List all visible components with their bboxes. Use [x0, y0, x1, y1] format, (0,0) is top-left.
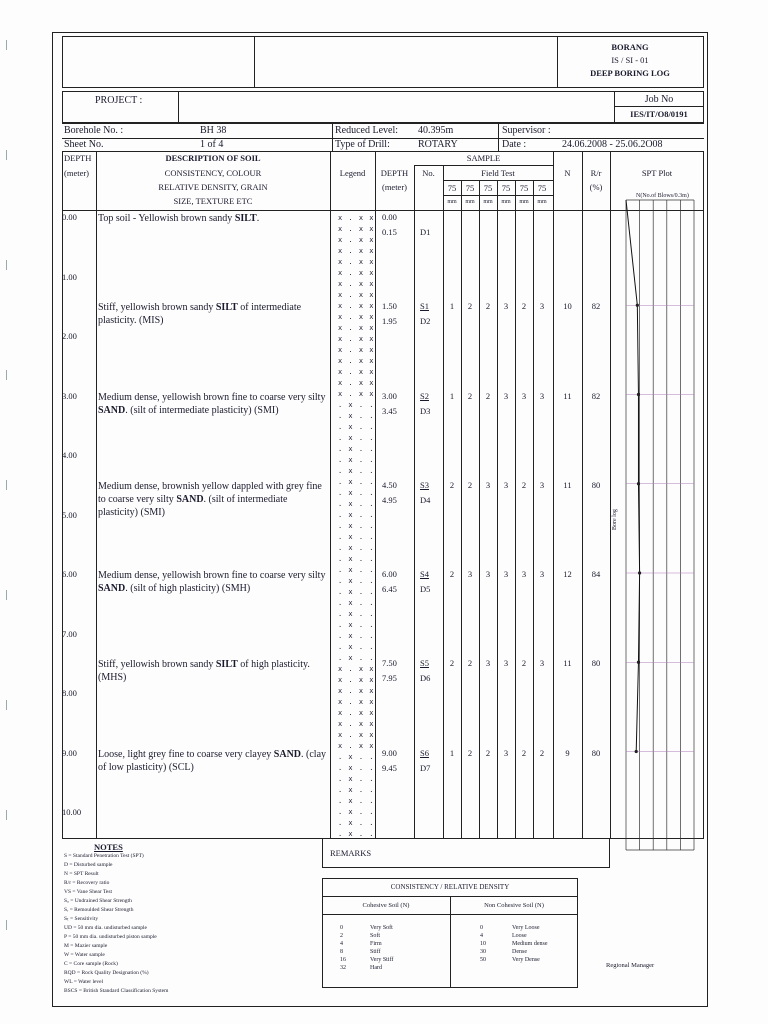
form-title: BORANG — [611, 42, 649, 52]
legend-pattern: x . x x — [338, 269, 375, 277]
note-item: C = Core sample (Rock) — [64, 961, 118, 967]
legend-pattern: . x . . — [338, 819, 375, 827]
legend-pattern: x . x x — [338, 214, 375, 222]
soil-description: Stiff, yellowish brown sandy SILT of intermediate plasticity. (MIS) — [98, 302, 302, 327]
note-item: VS = Vane Shear Test — [64, 889, 113, 895]
field-blow-count: 2 — [485, 390, 491, 401]
note-item: S = Standard Penetration Test (SPT) — [64, 853, 144, 859]
n-value: 11 — [563, 658, 572, 669]
date-range: 24.06.2008 - 25.06.2O08 — [562, 139, 663, 150]
cohesive-term: Very Stiff — [370, 957, 394, 963]
field-blow-count: 3 — [521, 390, 527, 401]
sample-depth-bottom: 1.95 — [382, 316, 397, 327]
sample-depth-bottom: 6.45 — [382, 584, 397, 594]
sample-depth-top: 7.50 — [382, 658, 397, 669]
cohesive-value: 16 — [340, 957, 346, 963]
field-blow-header: 75 — [537, 183, 547, 193]
note-item: Sₜ = Sensitivity — [64, 916, 99, 922]
noncohesive-value: 0 — [480, 925, 483, 931]
legend-pattern: x . x x — [338, 709, 375, 717]
legend-pattern: . x . . — [338, 808, 375, 816]
noncohesive-term: Loose — [512, 933, 527, 939]
note-item: UD = 50 mm dia. undisturbed sample — [64, 925, 147, 931]
sheet-no-label: Sheet No. — [64, 139, 104, 150]
spt-side-label: Bore log — [612, 509, 618, 530]
field-blow-count: 2 — [521, 479, 527, 490]
depth-marker: 7.00 — [62, 628, 77, 639]
depth-marker: 6.00 — [62, 569, 77, 579]
depth-header: DEPTH — [64, 153, 92, 163]
legend-pattern: . x . . — [338, 533, 375, 541]
depth-marker: 8.00 — [62, 688, 77, 698]
legend-pattern: . x . . — [338, 401, 375, 409]
rr-unit: (%) — [589, 182, 603, 192]
sample-number: S6 — [420, 747, 429, 758]
sample-number: D1 — [420, 227, 431, 237]
field-blow-count: 2 — [467, 479, 473, 490]
soil-description: Medium dense, brownish yellow dappled with grey fine to coarse very silty SAND. (silt of intermediate plasticity) (SMI) — [98, 480, 322, 518]
depth-marker: 0.00 — [62, 212, 77, 222]
legend-pattern: . x . . — [338, 555, 375, 563]
sample-depth-top: 6.00 — [382, 569, 397, 579]
field-blow-count: 2 — [449, 479, 455, 490]
note-item: W = Water sample — [64, 952, 105, 958]
cohesive-term: Hard — [370, 965, 382, 971]
field-blow-count: 3 — [503, 658, 509, 669]
sample-depth-top: 3.00 — [382, 390, 397, 401]
legend-pattern: x . x x — [338, 742, 375, 750]
n-header: N — [564, 168, 571, 178]
field-blow-count: 3 — [485, 658, 491, 669]
legend-pattern: . x . . — [338, 456, 375, 464]
rr-value: 80 — [591, 747, 601, 758]
sample-number: S4 — [420, 569, 429, 579]
note-item: Sᵣ = Remoulded Shear Strength — [64, 907, 134, 913]
note-item: R/r = Recovery ratio — [64, 880, 110, 886]
legend-pattern: . x . . — [338, 621, 375, 629]
field-blow-count: 3 — [539, 390, 545, 401]
cohesive-term: Soft — [370, 933, 381, 939]
note-item: Sᵤ = Undrained Shear Strength — [64, 898, 132, 904]
reduced-level-value: 40.395m — [418, 125, 454, 136]
sample-number-2: D7 — [420, 762, 431, 773]
field-blow-count: 3 — [539, 569, 545, 579]
note-item: N = SPT Result — [64, 871, 99, 877]
sample-depth-bottom: 4.95 — [382, 494, 397, 505]
legend-pattern: . x . . — [338, 643, 375, 651]
legend-pattern: x . x x — [338, 346, 375, 354]
project-block — [62, 91, 704, 123]
field-unit-header: mm — [519, 199, 529, 205]
borehole-label: Borehole No. : — [64, 125, 124, 136]
sample-header: SAMPLE — [466, 153, 501, 163]
noncohesive-term: Very Dense — [512, 957, 540, 963]
legend-pattern: . x . . — [338, 775, 375, 783]
depth-marker: 9.00 — [62, 747, 77, 758]
field-blow-count: 3 — [503, 301, 509, 312]
field-blow-count: 2 — [485, 747, 491, 758]
depth-marker: 2.00 — [62, 331, 77, 341]
sample-number-2: D5 — [420, 584, 431, 594]
field-blow-count: 2 — [521, 747, 527, 758]
note-item: WL = Water level — [64, 979, 104, 985]
legend-pattern: . x . . — [338, 544, 375, 552]
project-label: PROJECT : — [95, 95, 143, 106]
field-unit-header: mm — [537, 199, 547, 205]
field-unit-header: mm — [447, 199, 457, 205]
legend-pattern: x . x x — [338, 379, 375, 387]
field-blow-header: 75 — [519, 183, 529, 193]
field-test-header: Field Test — [481, 168, 515, 178]
field-blow-count: 2 — [467, 390, 473, 401]
legend-pattern: . x . . — [338, 830, 375, 838]
field-blow-count: 3 — [485, 569, 491, 579]
legend-pattern: x . x x — [338, 720, 375, 728]
sample-depth-header: DEPTH — [380, 168, 409, 178]
sample-depth-top: 9.00 — [382, 747, 397, 758]
legend-pattern: x . x x — [338, 280, 375, 288]
legend-pattern: . x . . — [338, 511, 375, 519]
field-blow-count: 3 — [539, 658, 545, 669]
sample-no-header: No. — [422, 168, 435, 178]
field-blow-count: 2 — [539, 747, 545, 758]
field-blow-header: 75 — [447, 183, 457, 193]
legend-pattern: . x . . — [338, 764, 375, 772]
supervisor-label: Supervisor : — [502, 125, 551, 136]
legend-pattern: . x . . — [338, 423, 375, 431]
field-blow-count: 2 — [521, 301, 527, 312]
sample-depth-bottom: 9.45 — [382, 762, 397, 773]
n-value: 9 — [565, 747, 570, 758]
sample-depth-unit: (meter) — [381, 182, 407, 192]
sample-depth-top: 1.50 — [382, 301, 397, 312]
legend-pattern: . x . . — [338, 566, 375, 574]
n-value: 11 — [563, 390, 572, 401]
sample-depth-top: 0.00 — [382, 212, 397, 222]
description-header: DESCRIPTION OF SOIL — [165, 153, 261, 163]
n-value: 10 — [563, 301, 572, 312]
field-blow-count: 2 — [467, 747, 473, 758]
legend-pattern: . x . . — [338, 489, 375, 497]
noncohesive-term: Medium dense — [512, 941, 548, 947]
field-blow-count: 2 — [485, 301, 491, 312]
soil-description: Top soil - Yellowish brown sandy SILT. — [98, 213, 260, 224]
noncohesive-header: Non Cohesive Soil (N) — [484, 902, 544, 909]
field-blow-header: 75 — [501, 183, 511, 193]
job-no-value: IES/IT/O8/0191 — [630, 109, 688, 119]
field-blow-count: 3 — [521, 569, 527, 579]
field-blow-count: 1 — [449, 390, 455, 401]
legend-pattern: x . x x — [338, 291, 375, 299]
legend-pattern: x . x x — [338, 731, 375, 739]
sample-depth-bottom: 0.15 — [382, 227, 397, 237]
note-item: RQD = Rock Quality Designation (%) — [64, 970, 149, 976]
soil-description: Loose, light grey fine to coarse very clayey SAND. (clay of low plasticity) (SCL) — [98, 748, 327, 773]
legend-pattern: . x . . — [338, 786, 375, 794]
sample-number-2: D3 — [420, 405, 431, 416]
depth-marker: 1.00 — [62, 271, 77, 282]
sample-number-2: D6 — [420, 673, 431, 684]
legend-pattern: . x . . — [338, 412, 375, 420]
legend-pattern: . x . . — [338, 467, 375, 475]
rr-value: 82 — [591, 390, 601, 401]
legend-pattern: x . x x — [338, 665, 375, 673]
legend-pattern: x . x x — [338, 698, 375, 706]
legend-pattern: x . x x — [338, 302, 375, 310]
rr-value: 82 — [591, 301, 601, 312]
noncohesive-term: Very Loose — [512, 925, 540, 931]
depth-marker: 10.00 — [62, 807, 82, 817]
n-value: 12 — [563, 569, 572, 579]
field-blow-header: 75 — [483, 183, 493, 193]
field-blow-count: 2 — [521, 658, 527, 669]
noncohesive-term: Dense — [512, 949, 527, 955]
field-blow-count: 1 — [449, 747, 455, 758]
form-name: DEEP BORING LOG — [590, 68, 670, 78]
spt-plot-header: SPT Plot — [641, 168, 673, 178]
field-unit-header: mm — [483, 199, 493, 205]
spt-axis-label: N(No.of Blows/0.3m) — [636, 193, 689, 199]
legend-pattern: . x . . — [338, 632, 375, 640]
soil-description: Stiff, yellowish brown sandy SILT of high plasticity. (MHS) — [98, 659, 310, 684]
legend-pattern: x . x x — [338, 335, 375, 343]
sample-number-2: D4 — [420, 494, 431, 505]
depth-unit: (meter) — [64, 168, 90, 178]
consistency-title: CONSISTENCY / RELATIVE DENSITY — [390, 883, 510, 891]
notes-title: NOTES — [94, 842, 123, 852]
legend-pattern: . x . . — [338, 588, 375, 596]
description-sub-1: CONSISTENCY, COLOUR — [164, 168, 262, 178]
legend-pattern: . x . . — [338, 478, 375, 486]
rr-header: R/r — [590, 168, 602, 178]
noncohesive-value: 30 — [480, 949, 486, 955]
job-no-label: Job No — [644, 94, 674, 105]
signature-label: Regional Manager — [606, 962, 655, 969]
depth-marker: 4.00 — [62, 450, 77, 460]
field-unit-header: mm — [501, 199, 511, 205]
sample-depth-top: 4.50 — [382, 479, 397, 490]
cohesive-value: 0 — [340, 925, 343, 931]
soil-description: Medium dense, yellowish brown fine to coarse very silty SAND. (silt of intermediate plasticity) (SMI) — [98, 391, 326, 416]
field-unit-header: mm — [465, 199, 475, 205]
depth-marker: 3.00 — [62, 390, 77, 401]
field-blow-count: 3 — [503, 747, 509, 758]
legend-pattern: . x . . — [338, 599, 375, 607]
noncohesive-value: 4 — [480, 933, 483, 939]
legend-pattern: . x . . — [338, 797, 375, 805]
field-blow-count: 2 — [449, 658, 455, 669]
depth-marker: 5.00 — [62, 509, 77, 520]
cohesive-term: Stiff — [370, 949, 381, 955]
field-blow-count: 3 — [467, 569, 473, 579]
drill-type-label: Type of Drill: — [335, 139, 390, 150]
cohesive-value: 8 — [340, 949, 343, 955]
legend-pattern: x . x x — [338, 258, 375, 266]
rr-value: 80 — [591, 658, 601, 669]
legend-pattern: x . x x — [338, 368, 375, 376]
note-item: D = Disturbed sample — [64, 862, 113, 868]
legend-pattern: x . x x — [338, 357, 375, 365]
field-blow-count: 2 — [467, 301, 473, 312]
legend-pattern: . x . . — [338, 654, 375, 662]
legend-pattern: . x . . — [338, 753, 375, 761]
cohesive-header: Cohesive Soil (N) — [362, 902, 410, 909]
legend-pattern: x . x x — [338, 247, 375, 255]
legend-pattern: x . x x — [338, 390, 375, 398]
field-blow-count: 3 — [539, 479, 545, 490]
sheet-no-value: 1 of 4 — [200, 139, 224, 150]
legend-pattern: . x . . — [338, 500, 375, 508]
note-item: P = 50 mm dia. undisturbed piston sample — [64, 934, 157, 940]
field-blow-count: 1 — [449, 301, 455, 312]
remarks-label: REMARKS — [330, 848, 372, 858]
field-blow-header: 75 — [465, 183, 475, 193]
legend-pattern: x . x x — [338, 313, 375, 321]
description-sub-3: SIZE, TEXTURE ETC — [173, 196, 253, 206]
sample-depth-bottom: 3.45 — [382, 405, 397, 416]
legend-header: Legend — [339, 168, 366, 178]
sample-depth-bottom: 7.95 — [382, 673, 397, 684]
n-value: 11 — [563, 479, 572, 490]
legend-pattern: x . x x — [338, 236, 375, 244]
note-item: M = Mazier sample — [64, 943, 108, 949]
noncohesive-value: 50 — [480, 957, 486, 963]
cohesive-term: Firm — [370, 941, 382, 947]
legend-pattern: . x . . — [338, 577, 375, 585]
cohesive-value: 4 — [340, 941, 343, 947]
field-blow-count: 2 — [449, 569, 455, 579]
legend-pattern: . x . . — [338, 445, 375, 453]
rr-value: 84 — [591, 569, 601, 579]
cohesive-term: Very Soft — [370, 925, 393, 931]
noncohesive-value: 10 — [480, 941, 486, 947]
legend-pattern: x . x x — [338, 225, 375, 233]
field-blow-count: 3 — [503, 390, 509, 401]
legend-pattern: . x . . — [338, 610, 375, 618]
sample-number: S5 — [420, 658, 429, 669]
rr-value: 80 — [591, 479, 601, 490]
legend-pattern: . x . . — [338, 434, 375, 442]
field-blow-count: 3 — [503, 569, 509, 579]
note-item: BSCS = British Standard Classification System — [64, 988, 169, 994]
date-label: Date : — [502, 139, 527, 150]
field-blow-count: 3 — [503, 479, 509, 490]
reduced-level-label: Reduced Level: — [335, 125, 399, 136]
borehole-no: BH 38 — [200, 125, 227, 136]
legend-pattern: x . x x — [338, 324, 375, 332]
drill-type-value: ROTARY — [418, 139, 458, 150]
legend-pattern: x . x x — [338, 676, 375, 684]
field-blow-count: 3 — [485, 479, 491, 490]
sample-number: S3 — [420, 479, 429, 490]
cohesive-value: 2 — [340, 933, 343, 939]
legend-pattern: x . x x — [338, 687, 375, 695]
sample-number-2: D2 — [420, 316, 431, 327]
sample-number: S2 — [420, 390, 429, 401]
description-sub-2: RELATIVE DENSITY, GRAIN — [158, 182, 268, 192]
soil-description: Medium dense, yellowish brown fine to coarse very silty SAND. (silt of high plasticity) (SMH) — [98, 570, 326, 594]
sample-number: S1 — [420, 301, 429, 312]
field-blow-count: 2 — [467, 658, 473, 669]
legend-pattern: . x . . — [338, 522, 375, 530]
cohesive-value: 32 — [340, 965, 346, 971]
field-blow-count: 3 — [539, 301, 545, 312]
form-code: IS / SI - 01 — [611, 55, 649, 65]
